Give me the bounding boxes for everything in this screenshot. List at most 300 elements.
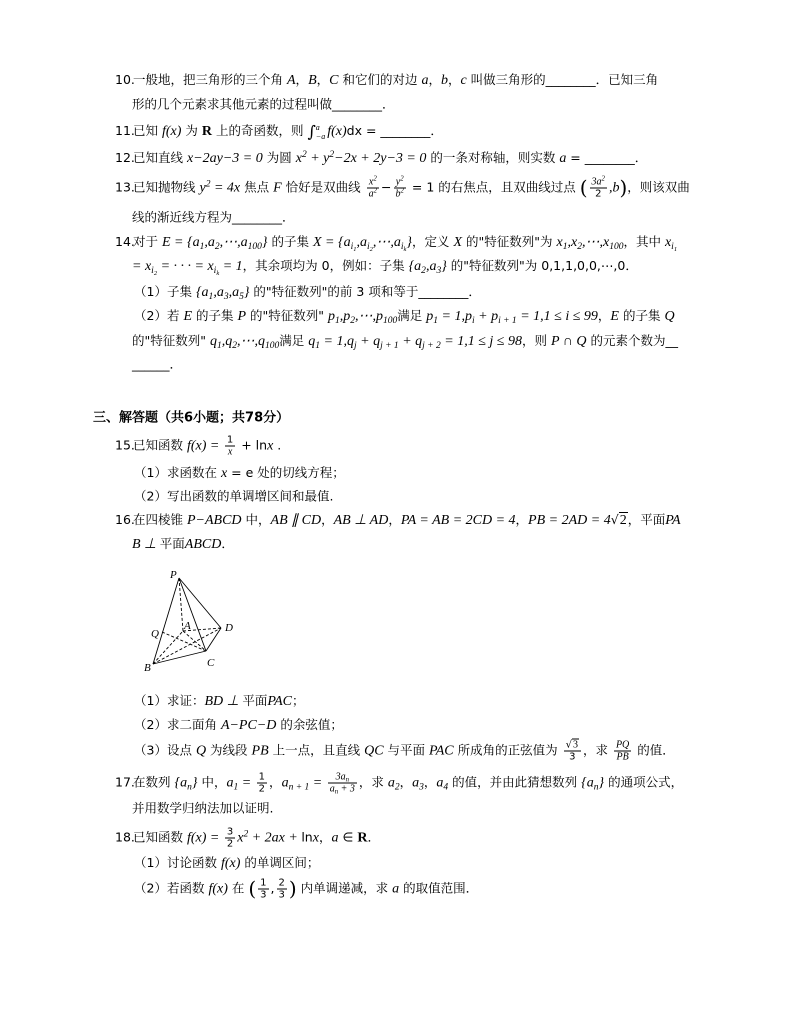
text-run: = 1,1 ≤ j ≤ 98 — [440, 334, 522, 349]
question-text — [133, 512, 681, 527]
text-run: i — [366, 241, 370, 252]
subscript — [289, 782, 310, 792]
text-run: −2x + 2y−3 = 0 — [334, 151, 427, 166]
text-run: i — [671, 241, 674, 252]
text-run: f(x) — [327, 123, 347, 139]
text-run: = e 处的切线方程； — [227, 465, 345, 480]
text-run: ______． — [132, 356, 183, 372]
vertex-label-q: Q — [151, 628, 159, 640]
text-run: 1 — [208, 291, 214, 302]
text-run: 已知函数 — [133, 437, 187, 453]
question-text — [133, 771, 684, 796]
text-run: n — [187, 782, 192, 793]
text-run: 1 — [233, 782, 239, 793]
text-run: f(x) — [208, 881, 228, 897]
text-run: i — [151, 265, 154, 276]
square-root — [566, 739, 579, 751]
text-run: ,a — [228, 285, 240, 300]
fraction-numerator — [328, 772, 357, 784]
text-run: A−PC−D — [220, 718, 277, 733]
text-run: 的"特征数列" — [132, 333, 210, 348]
text-run: 2 — [394, 782, 400, 793]
text-run: E = {a — [161, 235, 200, 250]
text-run: ， — [597, 308, 611, 323]
text-run: ， — [447, 72, 461, 87]
question-text — [133, 175, 690, 200]
text-run: = 1 的右焦点，且双曲线过点 — [407, 179, 580, 195]
math-expression — [401, 513, 516, 528]
subscript — [472, 316, 475, 326]
text-run: B — [308, 73, 317, 88]
text-run: 3 — [572, 739, 578, 751]
math-expression — [210, 334, 279, 349]
text-run: a — [421, 73, 429, 88]
fraction-denominator — [564, 752, 581, 763]
fraction-numerator — [367, 177, 379, 189]
math-expression — [187, 151, 263, 166]
text-run: 在 — [227, 880, 249, 896]
text-run: 2 — [226, 838, 234, 850]
text-run: x — [227, 446, 233, 458]
text-run: AB ⊥ AD — [333, 513, 389, 528]
text-run: 的余弦值； — [276, 717, 343, 732]
math-expression — [308, 73, 317, 88]
text-run: 平面 — [159, 536, 185, 551]
section-title: 三、解答题（共6小题；共78分） — [93, 410, 290, 426]
math-expression — [334, 513, 389, 528]
q14-line-2 — [132, 257, 638, 275]
text-run: 1 — [673, 245, 678, 253]
fraction-denominator — [225, 447, 235, 458]
text-run: ,a — [425, 259, 437, 274]
math-expression — [453, 235, 462, 250]
math-expression — [226, 776, 254, 791]
text-run: 3 — [436, 265, 442, 276]
edge-pc — [179, 578, 206, 651]
text-run: x — [312, 830, 319, 846]
subscript — [404, 246, 407, 253]
text-run: 3 — [223, 291, 229, 302]
math-expression — [664, 309, 674, 324]
text-run: −a — [315, 131, 326, 141]
text-run: i — [471, 315, 475, 326]
text-run: ,p — [339, 309, 351, 324]
text-run: } — [441, 259, 447, 274]
text-run: x — [295, 151, 302, 166]
subscript — [401, 242, 407, 252]
text-run: ( — [579, 175, 588, 200]
text-run: 在数列 — [133, 774, 175, 790]
text-run: （2）求二面角 — [134, 717, 221, 732]
question-number: 16. — [115, 512, 135, 527]
text-run: ,⋯,q — [237, 334, 266, 349]
text-run: ) — [619, 175, 628, 200]
math-expression — [287, 73, 296, 88]
fraction-denominator — [258, 890, 268, 901]
text-run: ， — [316, 72, 330, 87]
text-run: ，求 — [358, 774, 388, 790]
text-run: a — [559, 151, 567, 166]
text-run: ，求 — [582, 742, 612, 758]
question-number: 17. — [115, 774, 135, 790]
question-number: 14. — [115, 234, 135, 249]
text-run: 的一条对称轴，则实数 — [426, 150, 560, 165]
text-run: p — [426, 309, 434, 324]
text-run: = 1,q — [320, 334, 354, 349]
math-expression — [610, 309, 619, 324]
text-run: 4 — [443, 782, 449, 793]
text-run: a — [436, 775, 444, 791]
text-run: Q — [664, 309, 675, 324]
square-root — [611, 512, 628, 527]
text-run: 2 — [205, 179, 211, 190]
text-run: E — [183, 309, 192, 324]
text-run: {a — [408, 259, 422, 274]
text-run: x−2ay−3 = 0 — [186, 151, 263, 166]
math-expression — [199, 181, 240, 196]
text-run: 100 — [383, 315, 398, 326]
q18-part-2 — [134, 878, 478, 901]
fraction-numerator — [614, 740, 631, 752]
q16-line-1 — [115, 511, 681, 529]
text-run: 的子集 — [267, 234, 313, 249]
math-expression — [388, 776, 400, 791]
text-run: 1 — [258, 771, 266, 783]
text-run: 的"特征数列"为 — [462, 234, 557, 249]
text-run: 上一点，且直线 — [268, 742, 365, 758]
text-run: 所成角的正弦值为 — [453, 742, 562, 758]
text-run: 2 — [577, 241, 582, 252]
text-run: 3 — [260, 889, 267, 901]
fraction-numerator — [257, 772, 267, 784]
text-run: ,b — [608, 180, 620, 196]
fraction — [257, 772, 267, 795]
math-expression — [296, 151, 427, 166]
subscript — [419, 782, 424, 792]
text-run: ( — [248, 876, 257, 901]
math-expression — [551, 334, 587, 349]
text-run: ， — [428, 72, 441, 87]
text-run: C — [329, 73, 339, 88]
question-number: 11. — [115, 122, 135, 138]
text-run: ， — [423, 774, 437, 790]
text-run: PB — [251, 743, 269, 759]
text-run: 叫做三角形的________．已知三角 — [466, 72, 659, 87]
q14-part-2 — [134, 307, 675, 325]
text-run: j + 2 — [422, 340, 441, 351]
text-run: dx = ________． — [346, 122, 443, 138]
text-run: = — [238, 775, 255, 791]
text-run: a — [331, 830, 339, 846]
text-run: 为圆 — [262, 150, 296, 165]
text-run: ,a — [213, 285, 224, 300]
question-text — [133, 121, 443, 141]
subscript — [209, 292, 214, 302]
text-run: = 1,1 ≤ i ≤ 99 — [516, 309, 598, 324]
text-run: 并用数学归纳法加以证明. — [132, 800, 274, 816]
text-run: ∈ — [338, 829, 358, 845]
subscript — [594, 782, 599, 792]
question-number: 15. — [115, 437, 135, 453]
text-run: p — [327, 309, 335, 324]
edge-pb — [153, 578, 179, 664]
fraction-denominator — [277, 890, 287, 901]
text-run: ,x — [567, 235, 578, 250]
superscript — [243, 829, 248, 839]
fraction-denominator — [367, 189, 379, 200]
text-run: ,⋯,p — [355, 309, 383, 324]
math-expression — [617, 752, 629, 763]
fraction — [277, 878, 287, 901]
fraction-denominator — [328, 784, 357, 795]
text-run: = ________． — [566, 150, 648, 165]
math-expression — [369, 189, 377, 200]
fraction-denominator — [257, 784, 267, 795]
text-run: 3 — [278, 889, 285, 901]
math-expression — [271, 513, 322, 528]
text-run: ， — [515, 512, 529, 527]
math-expression — [273, 181, 282, 196]
question-number: 18. — [115, 829, 135, 845]
text-run: ，其余项均为 0，例如：子集 — [242, 258, 409, 273]
text-run: 的"特征数列"为 0,1,1,0,0,⋯,0． — [446, 258, 638, 273]
subscript — [248, 242, 262, 252]
text-run: 2 — [329, 149, 335, 160]
fraction — [258, 878, 268, 901]
math-expression — [609, 181, 620, 196]
text-run: − — [381, 179, 392, 195]
text-run: PB = 2AD = 4 — [528, 513, 611, 528]
text-run: a — [387, 775, 395, 791]
text-run: y — [395, 176, 401, 188]
text-run: ， — [269, 774, 282, 790]
text-run: 2 — [243, 829, 249, 840]
q14-line-1 — [115, 233, 677, 251]
q16-part-3 — [134, 740, 675, 763]
text-run: 1 — [216, 340, 222, 351]
text-run: {a — [195, 285, 209, 300]
text-run: 2 — [232, 340, 238, 351]
text-run: + 3 — [338, 783, 355, 795]
math-expression — [162, 124, 181, 139]
math-expression — [312, 235, 412, 253]
math-expression — [132, 259, 243, 277]
text-run: R — [201, 123, 212, 139]
text-run: j — [354, 340, 357, 351]
text-run: （1）求函数在 — [134, 465, 221, 480]
text-run: n — [345, 776, 349, 784]
vertex-label-c: C — [207, 657, 215, 669]
text-run: 恰好是双曲线 — [281, 179, 365, 195]
q11-line-1 — [115, 122, 443, 141]
superscript — [206, 179, 211, 189]
text-run: P — [237, 309, 247, 324]
math-expression — [221, 718, 276, 733]
fraction — [225, 435, 235, 458]
text-run: （1）子集 — [134, 284, 196, 299]
q13-line-1 — [115, 177, 690, 200]
text-run: ,a — [204, 235, 215, 250]
text-run: PA = AB = 2CD = 4 — [400, 513, 516, 528]
subscript — [214, 266, 220, 276]
text-run: 3 — [569, 751, 576, 763]
fraction-numerator — [225, 435, 235, 447]
text-run: ABCD — [184, 537, 222, 552]
superscript — [400, 176, 403, 183]
bold-symbol — [202, 124, 212, 139]
text-run: 形的几个元素求其他元素的过程叫做________． — [132, 96, 395, 112]
subscript — [380, 341, 399, 351]
text-run: a — [281, 775, 289, 791]
text-run: y — [199, 180, 206, 196]
q18-part-1 — [134, 854, 319, 872]
fraction — [328, 772, 357, 795]
text-run: ． — [367, 829, 380, 845]
integral-limits — [316, 122, 325, 140]
subscript — [370, 246, 373, 253]
text-run: ， — [399, 774, 413, 790]
text-run: b — [440, 73, 448, 88]
text-run: a — [315, 122, 320, 132]
radicand — [619, 512, 628, 528]
q16-line-2 — [132, 535, 234, 553]
text-run: PQ — [615, 739, 630, 751]
fraction-numerator — [564, 740, 581, 752]
math-expression — [267, 694, 292, 709]
pyramid-figure — [140, 562, 250, 674]
math-expression — [237, 309, 246, 324]
text-run: 2 — [373, 187, 378, 195]
text-run: x — [220, 466, 228, 481]
math-expression — [187, 831, 223, 846]
text-run: {a — [174, 775, 188, 791]
text-run: i — [213, 265, 217, 276]
fraction-numerator — [225, 827, 235, 839]
q15-part-2 — [134, 488, 333, 505]
text-run: 2 — [421, 265, 426, 276]
text-run: （1）求证： — [134, 693, 205, 708]
fraction-denominator — [225, 839, 235, 850]
text-run: 内单调递减，求 — [296, 880, 393, 896]
text-run: ，定义 — [412, 234, 454, 249]
q14-part-2-line-2 — [132, 332, 678, 350]
text-run: A — [286, 73, 296, 88]
text-run: a — [392, 881, 400, 897]
vertex-label-d: D — [225, 622, 233, 634]
text-run: ，则 — [521, 333, 551, 348]
subscript — [224, 292, 229, 302]
math-expression — [412, 776, 424, 791]
text-run: P−ABCD — [186, 513, 242, 528]
text-run: AB ∥ CD — [270, 513, 322, 528]
large-bracket — [580, 176, 588, 200]
text-run: 2 — [258, 783, 266, 795]
text-run: x — [267, 438, 274, 454]
superscript — [401, 188, 404, 195]
text-run: + q — [356, 334, 381, 349]
text-run: 的元素个数为__ — [586, 333, 678, 348]
question-text — [133, 234, 678, 253]
math-expression — [592, 177, 605, 188]
text-run: QC — [364, 743, 384, 759]
math-expression — [441, 73, 448, 88]
subscript — [346, 777, 349, 784]
text-run: i — [400, 241, 404, 252]
text-run: 2 — [400, 175, 404, 183]
text-run: + 2ax + — [248, 830, 302, 846]
text-run: 2 — [301, 149, 307, 160]
math-expression — [252, 744, 269, 759]
text-run: a — [412, 775, 420, 791]
math-expression — [328, 309, 397, 324]
text-run: 的值，并由此猜想数列 — [448, 774, 582, 790]
q16-part-2 — [134, 716, 343, 734]
text-run: x — [368, 176, 374, 188]
text-run: ，则该双曲 — [627, 179, 690, 195]
large-bracket — [289, 877, 297, 901]
math-expression — [327, 124, 346, 139]
math-expression — [664, 235, 678, 253]
subscript — [215, 242, 220, 252]
math-expression — [396, 177, 404, 188]
math-expression — [557, 235, 624, 250]
text-run: 3a — [591, 176, 602, 188]
large-bracket — [248, 877, 256, 901]
integral-sign: ∫ — [307, 121, 316, 141]
text-run: } — [191, 775, 198, 791]
text-run: 的"特征数列"的前 3 项和等于________． — [249, 284, 481, 299]
text-run: ． — [221, 536, 234, 551]
text-run: a — [368, 188, 374, 200]
fraction-numerator — [258, 878, 268, 890]
subscript — [422, 341, 441, 351]
q13-line-2 — [132, 209, 295, 226]
superscript — [373, 176, 376, 183]
text-run: 100 — [609, 241, 624, 252]
text-run: n — [334, 788, 339, 796]
subscript — [315, 341, 320, 351]
subscript — [498, 316, 517, 326]
question-number: 13. — [115, 179, 135, 195]
text-run: 上的奇函数，则 — [212, 122, 308, 138]
text-run: Q — [195, 743, 207, 759]
question-number: 10. — [115, 72, 135, 87]
text-run: 为 — [181, 122, 202, 138]
text-run: = · · · = x — [157, 259, 214, 274]
math-expression — [187, 513, 242, 528]
math-expression — [228, 447, 232, 458]
math-expression — [616, 740, 629, 751]
superscript — [329, 150, 334, 160]
text-run: B ⊥ — [132, 537, 160, 552]
text-run: b — [395, 188, 401, 200]
math-expression — [409, 259, 447, 274]
subscript — [433, 316, 438, 326]
text-run: PAC — [428, 743, 454, 759]
text-run: 满足 — [397, 308, 427, 323]
text-run: 1 — [199, 241, 205, 252]
text-run: = 1,p — [438, 309, 472, 324]
fraction — [367, 177, 379, 200]
subscript — [350, 316, 355, 326]
text-run: 2 — [619, 513, 627, 528]
edge-cd — [206, 628, 221, 651]
q16-part-1 — [134, 692, 304, 710]
text-run: ， — [318, 829, 332, 845]
text-run: （2）若 — [134, 308, 184, 323]
text-run: q — [308, 334, 316, 349]
superscript — [602, 176, 605, 183]
